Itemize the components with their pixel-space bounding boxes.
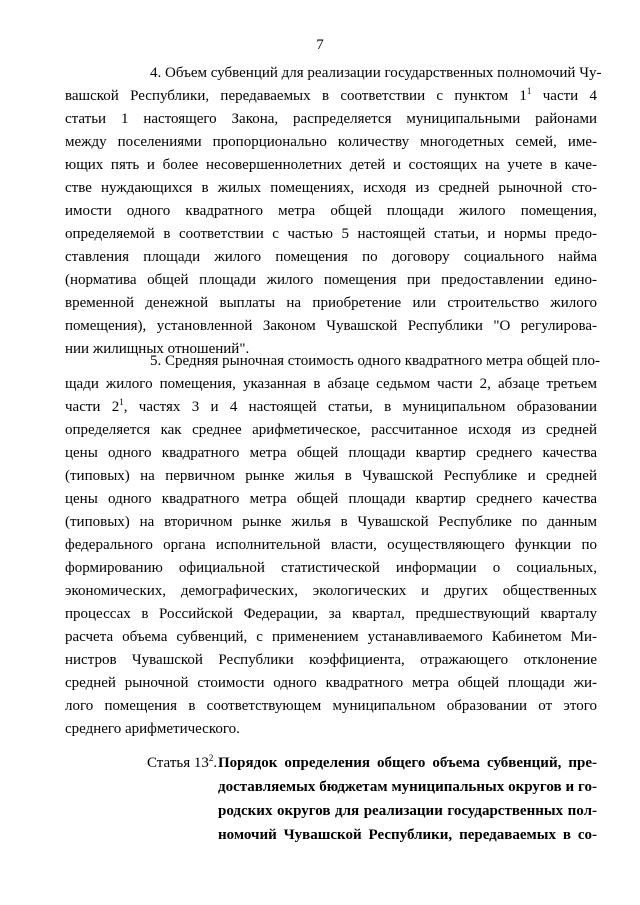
paragraph-5-line: цены одного квадратного метра общей площади квартир среднего качества <box>65 445 597 461</box>
paragraph-5-line: (типовых) на первичном рынке жилья в Чувашской Республике и средней <box>65 468 597 484</box>
superscript: 2 <box>208 753 214 763</box>
page-number: 7 <box>316 37 324 53</box>
article-label <box>147 754 217 772</box>
paragraph-4-line: нии жилищных отношений". <box>65 341 250 357</box>
paragraph-4-line: (норматива общей площади жилого помещения при предоставлении едино- <box>65 272 597 288</box>
paragraph-4-line: 4. Объем субвенций для реализации государственных полномочий Чу- <box>150 65 602 81</box>
paragraph-4-line: определяемой в соответствии с частью 5 настоящей статьи, и нормы предо- <box>65 226 597 242</box>
paragraph-4-line: ставления площади жилого помещения по договору социального найма <box>65 249 597 265</box>
paragraph-4-line: ющих пять и более несовершеннолетних детей и состоящих на учете в каче- <box>65 157 597 173</box>
line-text: , частях 3 и 4 настоящей статьи, в муниципальном образовании <box>123 399 597 415</box>
paragraph-4-line <box>65 87 597 105</box>
article-title-line: доставляемых бюджетам муниципальных округов и го- <box>218 779 597 795</box>
article-title-line: родских округов для реализации государственных пол- <box>218 803 597 819</box>
superscript: 1 <box>119 397 124 407</box>
paragraph-5-line: щади жилого помещения, указанная в абзаце седьмом части 2, абзаце третьем <box>65 376 597 392</box>
paragraph-5-line: лого помещения в соответствующем муниципальном образовании от этого <box>65 698 597 714</box>
paragraph-5-line: (типовых) на вторичном рынке жилья в Чувашской Республике по данным <box>65 514 597 530</box>
article-label-suffix: . <box>213 755 218 771</box>
line-text: вашской Республики, передаваемых в соответствии с пунктом 1 <box>65 88 527 104</box>
article-label-text: Статья 13 <box>147 755 209 771</box>
paragraph-5-line: определяется как среднее арифметическое, рассчитанное исходя из средней <box>65 422 597 438</box>
paragraph-5-line: нистров Чувашской Республики коэффициента, отражающего отклонение <box>65 652 597 668</box>
paragraph-4-line: временной денежной выплаты на приобретение или строительство жилого <box>65 295 597 311</box>
paragraph-4-line: между поселениями пропорционально количеству многодетных семей, име- <box>65 134 597 150</box>
paragraph-5-line: среднего арифметического. <box>65 721 240 737</box>
paragraph-4-line: статьи 1 настоящего Закона, распределяется муниципальными районами <box>65 111 597 127</box>
paragraph-5-line: процессах в Российской Федерации, за квартал, предшествующий кварталу <box>65 606 597 622</box>
line-text: части 4 <box>531 88 597 104</box>
superscript: 1 <box>526 86 532 96</box>
paragraph-5-line: 5. Средняя рыночная стоимость одного квадратного метра общей пло- <box>150 353 600 369</box>
article-title-line: Порядок определения общего объема субвенций, пре- <box>218 755 597 771</box>
paragraph-5-line <box>65 398 597 416</box>
paragraph-5-line: средней рыночной стоимости одного квадратного метра общей площади жи- <box>65 675 597 691</box>
paragraph-4-line: стве нуждающихся в жилых помещениях, исходя из средней рыночной сто- <box>65 180 597 196</box>
line-text: части 2 <box>65 399 120 415</box>
article-title-line: номочий Чувашской Республики, передаваемых в со- <box>218 827 597 843</box>
paragraph-5-line: расчета объема субвенций, с применением устанавливаемого Кабинетом Ми- <box>65 629 597 645</box>
paragraph-5-line: экономических, демографических, экологических и других общественных <box>65 583 597 599</box>
paragraph-4-line: имости одного квадратного метра общей площади жилого помещения, <box>65 203 597 219</box>
paragraph-4-line: помещения), установленной Законом Чувашской Республики "О регулирова- <box>65 318 597 334</box>
paragraph-5-line: цены одного квадратного метра общей площади квартир среднего качества <box>65 491 597 507</box>
paragraph-5-line: формированию официальной статистической информации о социальных, <box>65 560 597 576</box>
paragraph-5-line: федерального органа исполнительной власти, осуществляющего функции по <box>65 537 597 553</box>
